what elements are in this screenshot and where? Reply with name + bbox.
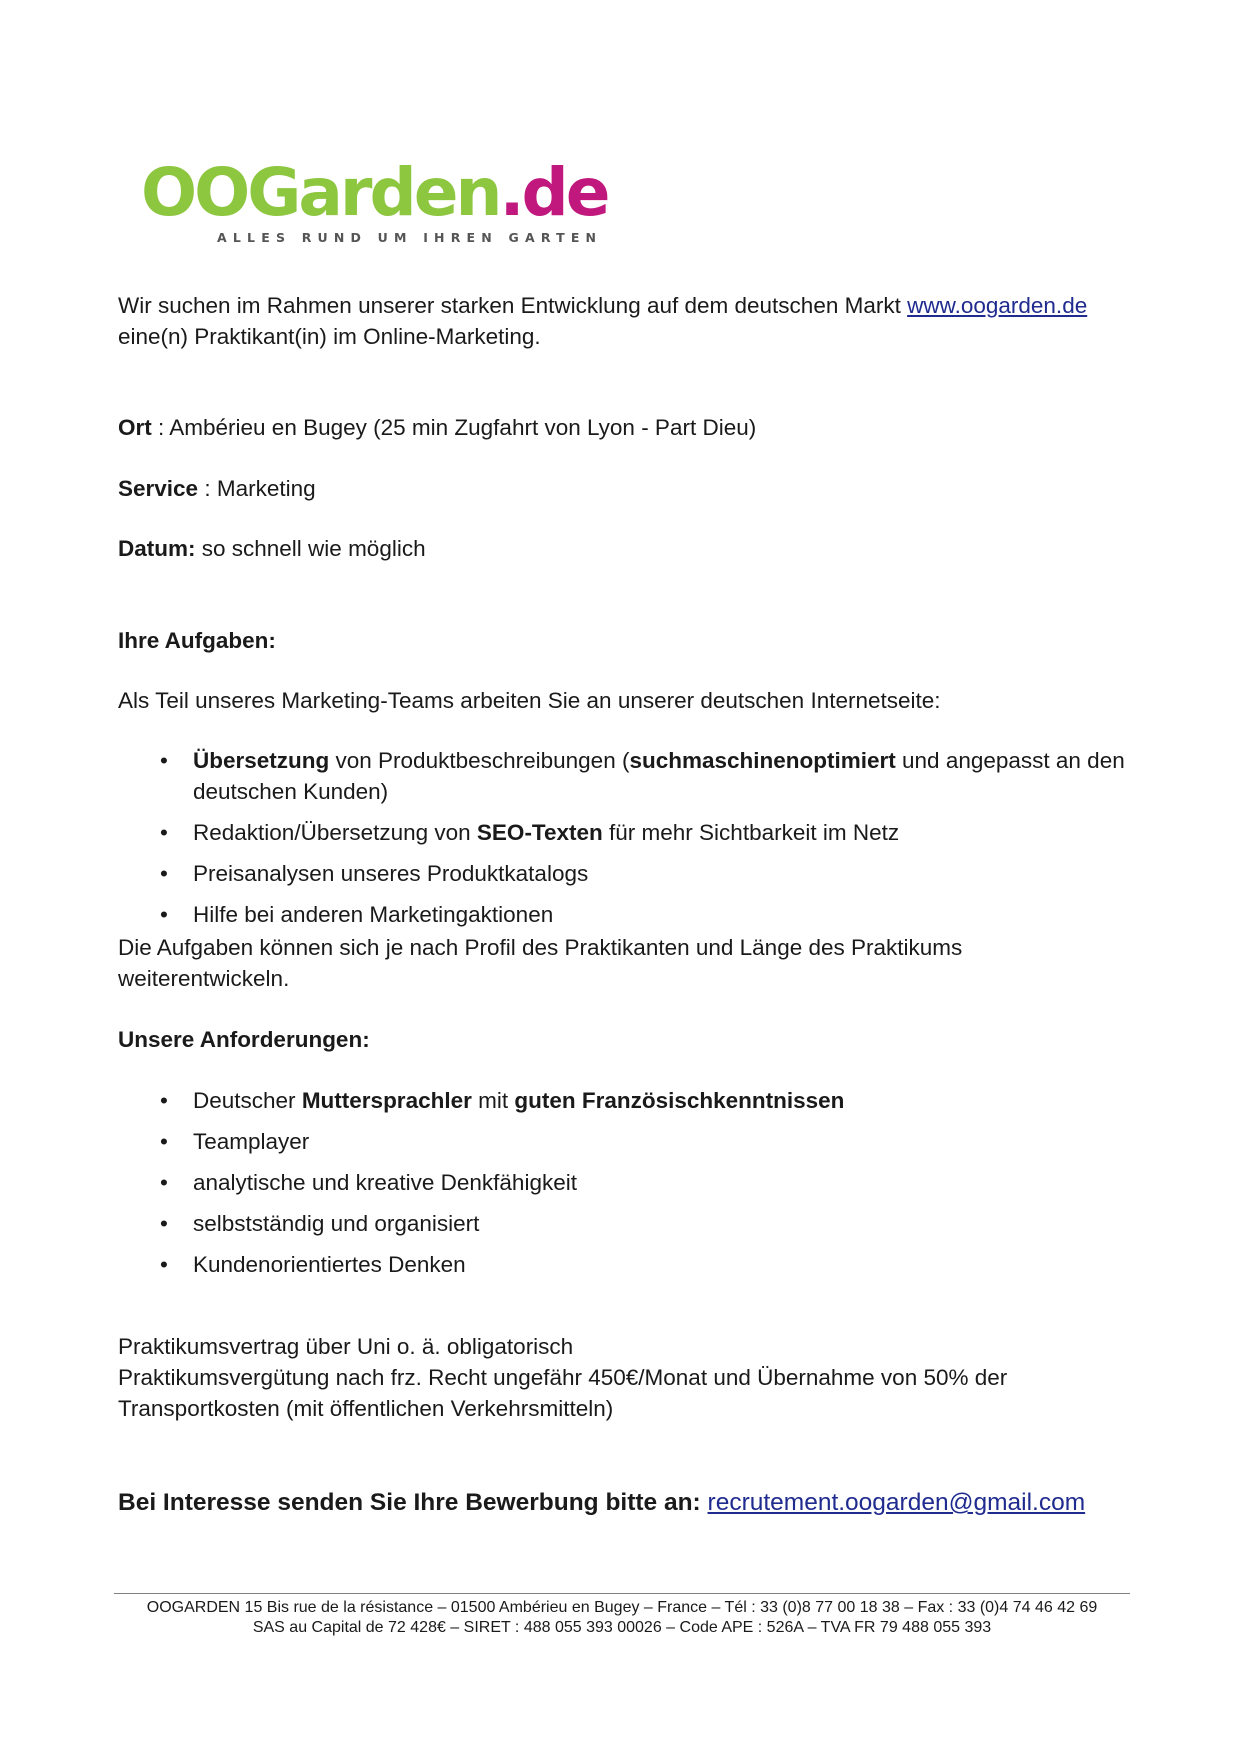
- task-bold-1: Übersetzung: [193, 748, 330, 773]
- task-text-1: von Produktbeschreibungen (: [329, 748, 630, 773]
- list-item: [118, 1126, 1128, 1157]
- requirements-list: [118, 1085, 1128, 1280]
- logo-brand-tld: .de: [499, 154, 608, 231]
- contract-line: Praktikumsvertrag über Uni o. ä. obligatorisch: [118, 1334, 574, 1359]
- date-label: Datum:: [118, 536, 196, 561]
- requirement-text: mit: [471, 1088, 515, 1113]
- cta-text: Bei Interesse senden Sie Ihre Bewerbung bitte an:: [118, 1489, 708, 1516]
- task-bold-2: suchmaschinenoptimiert: [629, 748, 896, 773]
- service-line: [118, 473, 1128, 504]
- bullet-icon: •: [160, 820, 168, 845]
- location-line: [118, 412, 1128, 443]
- bullet-icon: •: [160, 902, 168, 927]
- list-item: [118, 1249, 1128, 1280]
- bullet-icon: •: [160, 1252, 168, 1277]
- footer-address: OOGARDEN 15 Bis rue de la résistance – 01500 Ambérieu en Bugey – France – Tél : 33 (0)8 77 00 18 38 – Fax : 33 (0)4 74 46 42 69: [146, 1599, 1098, 1616]
- requirement-text: selbstständig und organisiert: [193, 1211, 480, 1236]
- intro-text: Wir suchen im Rahmen unserer starken Entwicklung auf dem deutschen Markt: [118, 293, 908, 318]
- oogarden-logo: [141, 154, 608, 245]
- intro-text-2: eine(n) Praktikant(in) im Online-Marketing.: [118, 324, 541, 349]
- tasks-intro: Als Teil unseres Marketing-Teams arbeiten Sie an unserer deutschen Internetseite:: [118, 688, 941, 713]
- bullet-icon: •: [160, 1170, 168, 1195]
- list-item: [118, 899, 1128, 930]
- footer-divider: [114, 1593, 1130, 1594]
- tasks-list: [118, 745, 1128, 930]
- date-line: [118, 533, 1128, 564]
- date-value: so schnell wie möglich: [195, 536, 426, 561]
- logo-tagline: ALLES RUND UM IHREN GARTEN: [217, 230, 603, 245]
- service-label: Service: [118, 476, 199, 501]
- task-text-2: und angepasst an den deutschen Kunden): [193, 748, 1125, 804]
- list-item: [118, 745, 1128, 807]
- requirements-heading: Unsere Anforderungen:: [118, 1027, 370, 1052]
- requirement-text: analytische und kreative Denkfähigkeit: [193, 1170, 577, 1195]
- compensation-paragraph: Praktikumsvergütung nach frz. Recht ungefähr 450€/Monat und Übernahme von 50% der Transportkosten (mit öffentlichen Verkehrsmitteln): [118, 1365, 1008, 1421]
- tasks-heading: Ihre Aufgaben:: [118, 628, 276, 653]
- task-text: für mehr Sichtbarkeit im Netz: [602, 820, 900, 845]
- application-email-link[interactable]: recrutement.oogarden@gmail.com: [707, 1489, 1086, 1516]
- list-item: [118, 1085, 1128, 1116]
- location-label: Ort: [118, 415, 152, 440]
- logo-wordmark: [141, 154, 608, 231]
- location-value: : Ambérieu en Bugey (25 min Zugfahrt von Lyon - Part Dieu): [151, 415, 757, 440]
- requirement-text: Kundenorientiertes Denken: [193, 1252, 466, 1277]
- tasks-note: Die Aufgaben können sich je nach Profil des Praktikanten und Länge des Praktikums weiterentwickeln.: [118, 935, 963, 991]
- list-item: [118, 1167, 1128, 1198]
- requirement-text: Deutscher: [193, 1088, 302, 1113]
- list-item: [118, 1208, 1128, 1239]
- bullet-icon: •: [160, 1211, 168, 1236]
- bullet-icon: •: [160, 861, 168, 886]
- bullet-icon: •: [160, 748, 168, 773]
- bullet-icon: •: [160, 1088, 168, 1113]
- website-link[interactable]: www.oogarden.de: [907, 293, 1088, 318]
- footer-company-info: SAS au Capital de 72 428€ – SIRET : 488 055 393 00026 – Code APE : 526A – TVA FR 79 488 055 393: [252, 1619, 992, 1636]
- logo-brand-main: OOGarden: [141, 154, 500, 231]
- requirement-bold: Muttersprachler: [301, 1088, 472, 1113]
- requirement-bold: guten Französischkenntnissen: [514, 1088, 845, 1113]
- task-text: Hilfe bei anderen Marketingaktionen: [193, 902, 554, 927]
- application-call-to-action: [118, 1489, 1085, 1517]
- list-item: [118, 858, 1128, 889]
- service-value: : Marketing: [198, 476, 316, 501]
- task-text: Redaktion/Übersetzung von: [193, 820, 477, 845]
- intro-paragraph: [118, 290, 1128, 352]
- task-text: Preisanalysen unseres Produktkatalogs: [193, 861, 589, 886]
- requirement-text: Teamplayer: [193, 1129, 310, 1154]
- list-item: [118, 817, 1128, 848]
- bullet-icon: •: [160, 1129, 168, 1154]
- task-bold: SEO-Texten: [476, 820, 603, 845]
